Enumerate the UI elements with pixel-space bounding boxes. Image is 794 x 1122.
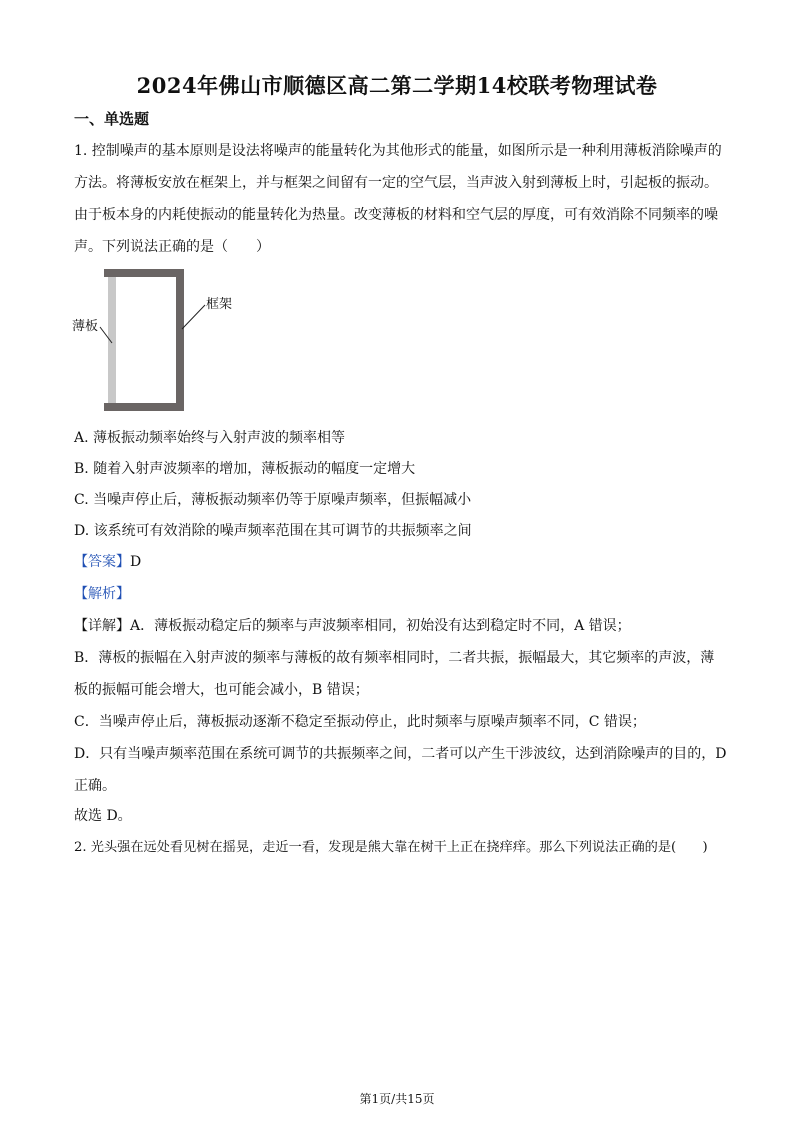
detail-line-3: 板的振幅可能会增大，也可能会减小，B 错误； [74, 682, 369, 698]
detail-line-6: 正确。 [74, 778, 116, 794]
answer-value: D [130, 554, 142, 570]
detail-tag: 【详解】 [74, 618, 130, 634]
detail-line-4: C．当噪声停止后，薄板振动逐渐不稳定至振动停止，此时频率与原噪声频率不同，C 错误； [74, 714, 646, 730]
detail-line-7: 故选 D。 [74, 808, 132, 824]
answer-tag: 【答案】 [74, 554, 130, 570]
plate-frame-diagram [70, 265, 240, 425]
q1-stem-line-1: 1. 控制噪声的基本原则是设法将噪声的能量转化为其他形式的能量，如图所示是一种利用薄板消除噪声的 [74, 143, 722, 159]
q1-stem-line-2: 方法。将薄板安放在框架上，并与框架之间留有一定的空气层，当声波入射到薄板上时，引起板的振动。 [74, 175, 718, 191]
page-footer: 第1页/共15页 [359, 1092, 435, 1106]
plate-label: 薄板 [72, 319, 99, 334]
frame-leader-line [182, 305, 205, 329]
section-heading: 一、单选题 [74, 110, 150, 128]
detail-text-a: A．薄板振动稳定后的频率与声波频率相同，初始没有达到稳定时不同，A 错误； [130, 618, 631, 634]
q1-figure [70, 265, 240, 425]
q1-stem-line-3: 由于板本身的内耗使振动的能量转化为热量。改变薄板的材料和空气层的厚度，可有效消除不同频率的噪 [74, 207, 718, 223]
analysis-tag: 【解析】 [74, 586, 130, 602]
page-title: 2024年佛山市顺德区高二第二学期14校联考物理试卷 [136, 73, 658, 98]
q1-option-a: A. 薄板振动频率始终与入射声波的频率相等 [74, 430, 346, 446]
q1-option-c: C. 当噪声停止后，薄板振动频率仍等于原噪声频率，但振幅减小 [74, 492, 472, 508]
detail-line-5: D．只有当噪声频率范围在系统可调节的共振频率之间，二者可以产生干涉波纹，达到消除噪声的目的，D [74, 746, 727, 762]
q2-stem: 2. 光头强在远处看见树在摇晃，走近一看，发现是熊大靠在树干上正在挠痒痒。那么下列说法正确的是( ) [74, 840, 708, 855]
q1-answer [74, 552, 141, 572]
q1-option-b: B. 随着入射声波频率的增加，薄板振动的幅度一定增大 [74, 461, 416, 477]
q1-stem-line-4: 声。下列说法正确的是（ ） [74, 239, 270, 255]
detail-line-1 [74, 616, 631, 636]
frame-label: 框架 [206, 297, 233, 312]
q1-option-d: D. 该系统可有效消除的噪声频率范围在其可调节的共振频率之间 [74, 523, 472, 539]
detail-line-2: B．薄板的振幅在入射声波的频率与薄板的故有频率相同时，二者共振，振幅最大，其它频率的声波，薄 [74, 650, 715, 666]
